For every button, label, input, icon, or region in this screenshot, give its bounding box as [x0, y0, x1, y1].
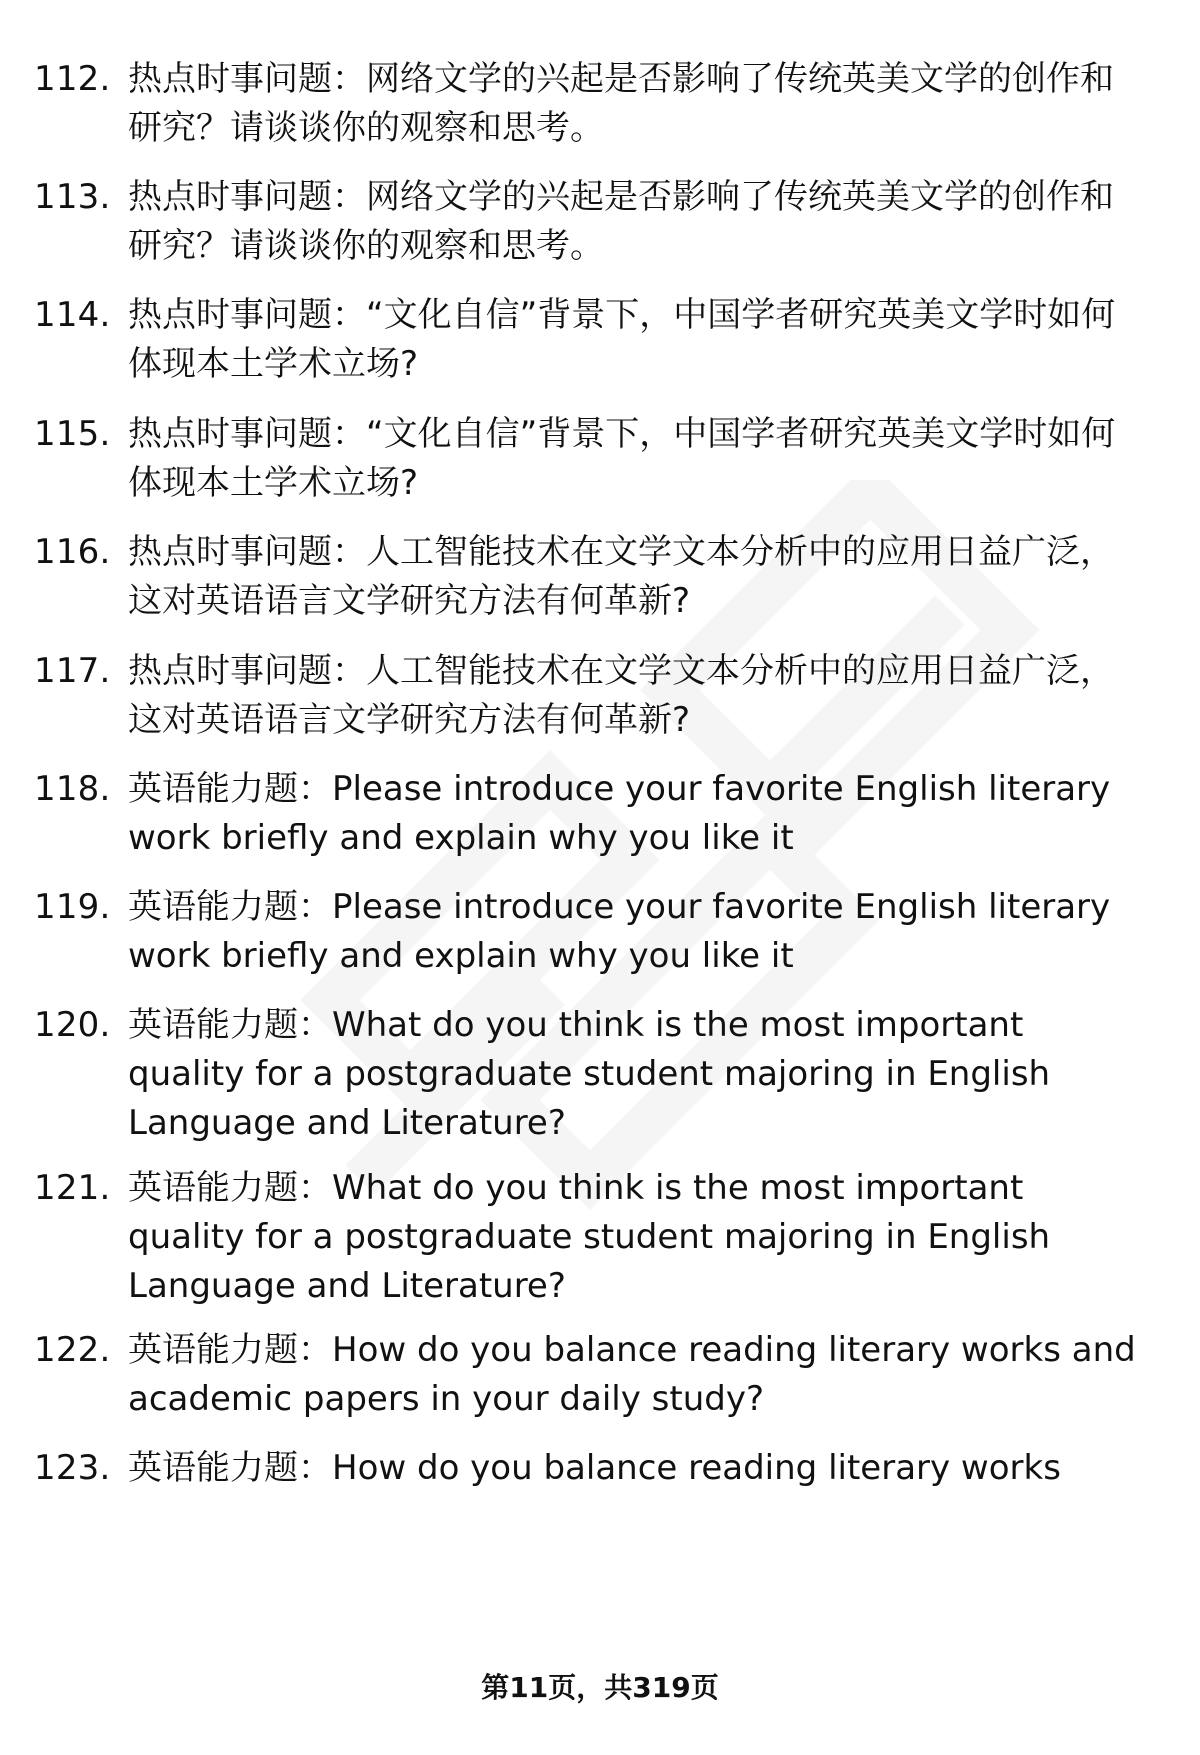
page-footer: 第11页，共319页	[481, 1671, 719, 1704]
question-number: 113.	[34, 177, 111, 217]
question-item-116	[34, 528, 1154, 626]
question-text: 英语能力题：What do you think is the most important quality for a postgraduate student majoring in English Language and Literature?	[128, 1168, 1051, 1306]
question-item-121	[34, 1164, 1154, 1311]
question-number: 122.	[34, 1330, 111, 1370]
question-item-120	[34, 1001, 1154, 1148]
question-item-113	[34, 173, 1154, 271]
question-number: 123.	[34, 1448, 111, 1488]
question-number: 114.	[34, 295, 111, 335]
question-number: 120.	[34, 1005, 111, 1045]
question-text: 英语能力题：Please introduce your favorite English literary work briefly and explain why you like it	[128, 769, 1111, 858]
question-text: 英语能力题：How do you balance reading literary works and academic papers in your daily study?	[128, 1330, 1136, 1419]
question-item-112	[34, 55, 1154, 153]
question-item-115	[34, 410, 1154, 508]
question-number: 119.	[34, 887, 111, 927]
question-number: 115.	[34, 414, 111, 454]
question-item-118	[34, 765, 1154, 863]
question-number: 116.	[34, 532, 111, 572]
question-text: 热点时事问题：网络文学的兴起是否影响了传统英美文学的创作和研究？请谈谈你的观察和思考。	[128, 59, 1114, 148]
question-text: 热点时事问题：“文化自信”背景下，中国学者研究英美文学时如何体现本土学术立场?	[128, 295, 1116, 384]
question-item-119	[34, 883, 1154, 981]
question-number: 117.	[34, 651, 111, 691]
question-item-117	[34, 647, 1154, 745]
question-text: 热点时事问题：人工智能技术在文学文本分析中的应用日益广泛，这对英语语言文学研究方法有何革新?	[128, 651, 1114, 740]
question-text: 热点时事问题：“文化自信”背景下，中国学者研究英美文学时如何体现本土学术立场?	[128, 414, 1116, 503]
question-number: 121.	[34, 1168, 111, 1208]
question-text: 英语能力题：Please introduce your favorite English literary work briefly and explain why you like it	[128, 887, 1111, 976]
question-text: 热点时事问题：人工智能技术在文学文本分析中的应用日益广泛，这对英语语言文学研究方法有何革新?	[128, 532, 1114, 621]
question-item-123	[34, 1444, 1154, 1493]
question-number: 112.	[34, 59, 111, 99]
question-item-122	[34, 1326, 1154, 1424]
question-text: 英语能力题：What do you think is the most important quality for a postgraduate student majoring in English Language and Literature?	[128, 1005, 1051, 1143]
question-number: 118.	[34, 769, 111, 809]
question-text: 英语能力题：How do you balance reading literary works	[128, 1448, 1061, 1488]
question-text: 热点时事问题：网络文学的兴起是否影响了传统英美文学的创作和研究？请谈谈你的观察和思考。	[128, 177, 1114, 266]
question-item-114	[34, 291, 1154, 389]
